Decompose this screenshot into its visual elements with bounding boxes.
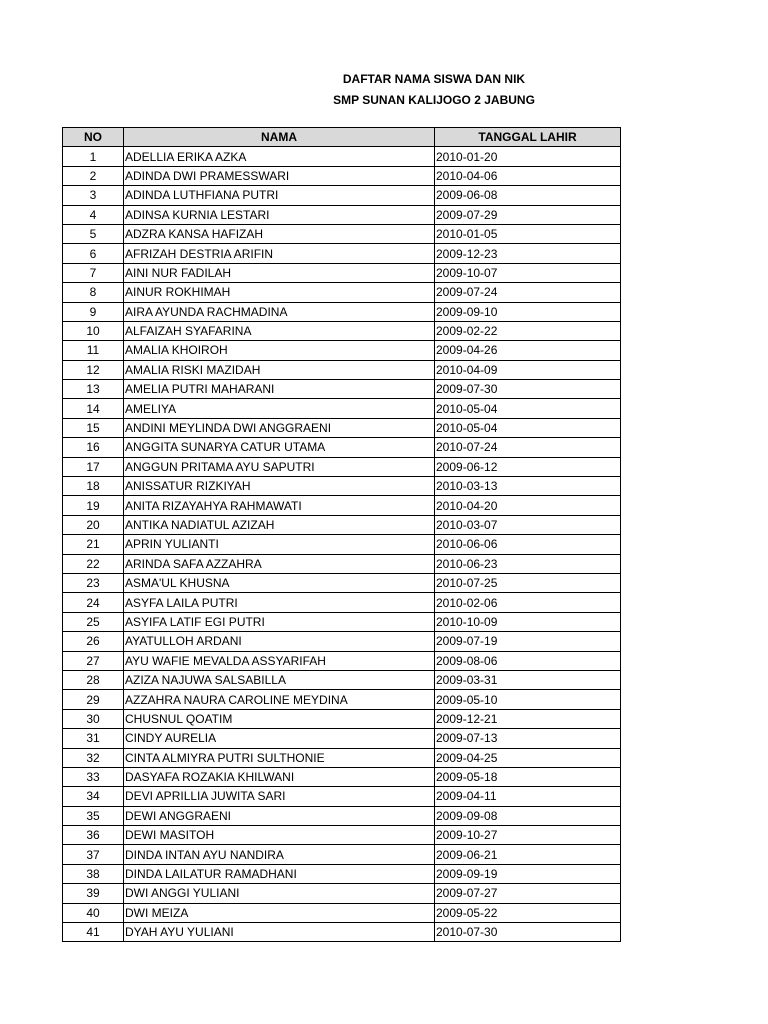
birth-date-cell: 2010-06-06 <box>435 535 621 554</box>
row-number-cell: 3 <box>63 186 124 205</box>
birth-date-cell: 2009-07-19 <box>435 632 621 651</box>
table-row <box>63 884 621 903</box>
student-name-cell: ADINDA DWI PRAMESSWARI <box>124 166 435 185</box>
table-row <box>63 515 621 534</box>
table-row <box>63 748 621 767</box>
row-number-cell: 32 <box>63 748 124 767</box>
row-number-cell: 21 <box>63 535 124 554</box>
row-number-cell: 16 <box>63 438 124 457</box>
birth-date-cell: 2009-10-27 <box>435 826 621 845</box>
student-name-cell: ANISSATUR RIZKIYAH <box>124 477 435 496</box>
birth-date-cell: 2010-02-06 <box>435 593 621 612</box>
student-name-cell: APRIN YULIANTI <box>124 535 435 554</box>
table-row <box>63 360 621 379</box>
row-number-cell: 1 <box>63 147 124 166</box>
student-name-cell: AMALIA RISKI MAZIDAH <box>124 360 435 379</box>
row-number-cell: 25 <box>63 612 124 631</box>
row-number-cell: 27 <box>63 651 124 670</box>
row-number-cell: 6 <box>63 244 124 263</box>
birth-date-cell: 2010-07-30 <box>435 923 621 942</box>
student-name-cell: ASYIFA LATIF EGI PUTRI <box>124 612 435 631</box>
table-row <box>63 224 621 243</box>
table-row <box>63 612 621 631</box>
table-row <box>63 573 621 592</box>
birth-date-cell: 2009-07-30 <box>435 380 621 399</box>
table-row <box>63 477 621 496</box>
birth-date-cell: 2009-12-21 <box>435 709 621 728</box>
table-row <box>63 787 621 806</box>
student-name-cell: AINUR ROKHIMAH <box>124 283 435 302</box>
table-row <box>63 302 621 321</box>
row-number-cell: 10 <box>63 321 124 340</box>
birth-date-cell: 2009-08-06 <box>435 651 621 670</box>
birth-date-cell: 2009-09-10 <box>435 302 621 321</box>
student-name-cell: DINDA LAILATUR RAMADHANI <box>124 864 435 883</box>
table-row <box>63 806 621 825</box>
birth-date-cell: 2009-07-29 <box>435 205 621 224</box>
student-name-cell: AMALIA KHOIROH <box>124 341 435 360</box>
student-name-cell: DEWI ANGGRAENI <box>124 806 435 825</box>
student-name-cell: AZZAHRA NAURA CAROLINE MEYDINA <box>124 690 435 709</box>
birth-date-cell: 2009-05-22 <box>435 903 621 922</box>
table-row <box>63 845 621 864</box>
student-name-cell: ANTIKA NADIATUL AZIZAH <box>124 515 435 534</box>
student-name-cell: DWI ANGGI YULIANI <box>124 884 435 903</box>
student-name-cell: ADZRA KANSA HAFIZAH <box>124 224 435 243</box>
birth-date-cell: 2009-06-08 <box>435 186 621 205</box>
table-row <box>63 864 621 883</box>
table-row <box>63 729 621 748</box>
row-number-cell: 28 <box>63 670 124 689</box>
birth-date-cell: 2009-02-22 <box>435 321 621 340</box>
row-number-cell: 5 <box>63 224 124 243</box>
student-name-cell: ADINSA KURNIA LESTARI <box>124 205 435 224</box>
student-name-cell: DWI MEIZA <box>124 903 435 922</box>
row-number-cell: 18 <box>63 477 124 496</box>
birth-date-cell: 2009-06-12 <box>435 457 621 476</box>
student-table <box>62 127 621 942</box>
birth-date-cell: 2009-05-18 <box>435 767 621 786</box>
birth-date-cell: 2010-10-09 <box>435 612 621 631</box>
student-name-cell: DINDA INTAN AYU NANDIRA <box>124 845 435 864</box>
table-row <box>63 283 621 302</box>
table-header-row <box>63 128 621 147</box>
row-number-cell: 36 <box>63 826 124 845</box>
birth-date-cell: 2010-04-09 <box>435 360 621 379</box>
row-number-cell: 15 <box>63 418 124 437</box>
row-number-cell: 14 <box>63 399 124 418</box>
table-row <box>63 457 621 476</box>
student-name-cell: AFRIZAH DESTRIA ARIFIN <box>124 244 435 263</box>
row-number-cell: 34 <box>63 787 124 806</box>
row-number-cell: 38 <box>63 864 124 883</box>
table-row <box>63 380 621 399</box>
row-number-cell: 12 <box>63 360 124 379</box>
row-number-cell: 8 <box>63 283 124 302</box>
student-name-cell: AINI NUR FADILAH <box>124 263 435 282</box>
birth-date-cell: 2009-09-19 <box>435 864 621 883</box>
birth-date-cell: 2009-07-13 <box>435 729 621 748</box>
table-row <box>63 651 621 670</box>
birth-date-cell: 2009-06-21 <box>435 845 621 864</box>
birth-date-cell: 2010-06-23 <box>435 554 621 573</box>
row-number-cell: 11 <box>63 341 124 360</box>
row-number-cell: 9 <box>63 302 124 321</box>
table-row <box>63 418 621 437</box>
student-name-cell: ANDINI MEYLINDA DWI ANGGRAENI <box>124 418 435 437</box>
row-number-cell: 30 <box>63 709 124 728</box>
row-number-cell: 17 <box>63 457 124 476</box>
table-row <box>63 186 621 205</box>
table-row <box>63 263 621 282</box>
student-name-cell: AYATULLOH ARDANI <box>124 632 435 651</box>
row-number-cell: 13 <box>63 380 124 399</box>
student-name-cell: ANGGITA SUNARYA CATUR UTAMA <box>124 438 435 457</box>
row-number-cell: 33 <box>63 767 124 786</box>
table-row <box>63 690 621 709</box>
student-name-cell: ANITA RIZAYAHYA RAHMAWATI <box>124 496 435 515</box>
birth-date-cell: 2010-03-13 <box>435 477 621 496</box>
student-name-cell: ADINDA LUTHFIANA PUTRI <box>124 186 435 205</box>
table-row <box>63 496 621 515</box>
row-number-cell: 2 <box>63 166 124 185</box>
row-number-cell: 20 <box>63 515 124 534</box>
row-number-cell: 23 <box>63 573 124 592</box>
student-name-cell: AMELIA PUTRI MAHARANI <box>124 380 435 399</box>
row-number-cell: 39 <box>63 884 124 903</box>
student-name-cell: ANGGUN PRITAMA AYU SAPUTRI <box>124 457 435 476</box>
school-name: SMP SUNAN KALIJOGO 2 JABUNG <box>333 93 535 107</box>
birth-date-cell: 2010-01-20 <box>435 147 621 166</box>
student-name-cell: DEVI APRILLIA JUWITA SARI <box>124 787 435 806</box>
table-row <box>63 205 621 224</box>
birth-date-cell: 2009-09-08 <box>435 806 621 825</box>
birth-date-cell: 2010-01-05 <box>435 224 621 243</box>
student-name-cell: DASYAFA ROZAKIA KHILWANI <box>124 767 435 786</box>
birth-date-cell: 2009-04-11 <box>435 787 621 806</box>
table-row <box>63 321 621 340</box>
table-row <box>63 147 621 166</box>
table-row <box>63 166 621 185</box>
birth-date-cell: 2010-03-07 <box>435 515 621 534</box>
table-row <box>63 826 621 845</box>
birth-date-cell: 2010-04-20 <box>435 496 621 515</box>
student-name-cell: CHUSNUL QOATIM <box>124 709 435 728</box>
row-number-cell: 22 <box>63 554 124 573</box>
birth-date-cell: 2009-05-10 <box>435 690 621 709</box>
table-row <box>63 244 621 263</box>
student-name-cell: AIRA AYUNDA RACHMADINA <box>124 302 435 321</box>
table-row <box>63 593 621 612</box>
student-name-cell: ASMA'UL KHUSNA <box>124 573 435 592</box>
student-name-cell: AZIZA NAJUWA SALSABILLA <box>124 670 435 689</box>
student-name-cell: ASYFA LAILA PUTRI <box>124 593 435 612</box>
birth-date-cell: 2009-07-24 <box>435 283 621 302</box>
header-no: NO <box>63 128 124 147</box>
birth-date-cell: 2010-05-04 <box>435 399 621 418</box>
birth-date-cell: 2010-05-04 <box>435 418 621 437</box>
table-row <box>63 670 621 689</box>
row-number-cell: 40 <box>63 903 124 922</box>
table-row <box>63 554 621 573</box>
student-name-cell: AYU WAFIE MEVALDA ASSYARIFAH <box>124 651 435 670</box>
birth-date-cell: 2009-04-26 <box>435 341 621 360</box>
row-number-cell: 26 <box>63 632 124 651</box>
table-row <box>63 709 621 728</box>
document-title: DAFTAR NAMA SISWA DAN NIK <box>342 72 526 86</box>
table-row <box>63 903 621 922</box>
row-number-cell: 37 <box>63 845 124 864</box>
birth-date-cell: 2010-04-06 <box>435 166 621 185</box>
table-row <box>63 923 621 942</box>
student-name-cell: CINDY AURELIA <box>124 729 435 748</box>
table-row <box>63 438 621 457</box>
row-number-cell: 35 <box>63 806 124 825</box>
row-number-cell: 7 <box>63 263 124 282</box>
student-name-cell: DEWI MASITOH <box>124 826 435 845</box>
row-number-cell: 4 <box>63 205 124 224</box>
birth-date-cell: 2009-07-27 <box>435 884 621 903</box>
table-row <box>63 632 621 651</box>
birth-date-cell: 2009-04-25 <box>435 748 621 767</box>
header-nama: NAMA <box>124 128 435 147</box>
row-number-cell: 24 <box>63 593 124 612</box>
table-row <box>63 767 621 786</box>
row-number-cell: 29 <box>63 690 124 709</box>
row-number-cell: 41 <box>63 923 124 942</box>
birth-date-cell: 2009-10-07 <box>435 263 621 282</box>
student-name-cell: CINTA ALMIYRA PUTRI SULTHONIE <box>124 748 435 767</box>
table-body <box>63 147 621 942</box>
student-name-cell: ADELLIA ERIKA AZKA <box>124 147 435 166</box>
student-name-cell: ALFAIZAH SYAFARINA <box>124 321 435 340</box>
birth-date-cell: 2010-07-24 <box>435 438 621 457</box>
student-name-cell: AMELIYA <box>124 399 435 418</box>
row-number-cell: 31 <box>63 729 124 748</box>
table-row <box>63 341 621 360</box>
header-tanggal-lahir: TANGGAL LAHIR <box>435 128 621 147</box>
table-row <box>63 399 621 418</box>
table-row <box>63 535 621 554</box>
birth-date-cell: 2010-07-25 <box>435 573 621 592</box>
birth-date-cell: 2009-12-23 <box>435 244 621 263</box>
birth-date-cell: 2009-03-31 <box>435 670 621 689</box>
student-name-cell: DYAH AYU YULIANI <box>124 923 435 942</box>
row-number-cell: 19 <box>63 496 124 515</box>
student-name-cell: ARINDA SAFA AZZAHRA <box>124 554 435 573</box>
